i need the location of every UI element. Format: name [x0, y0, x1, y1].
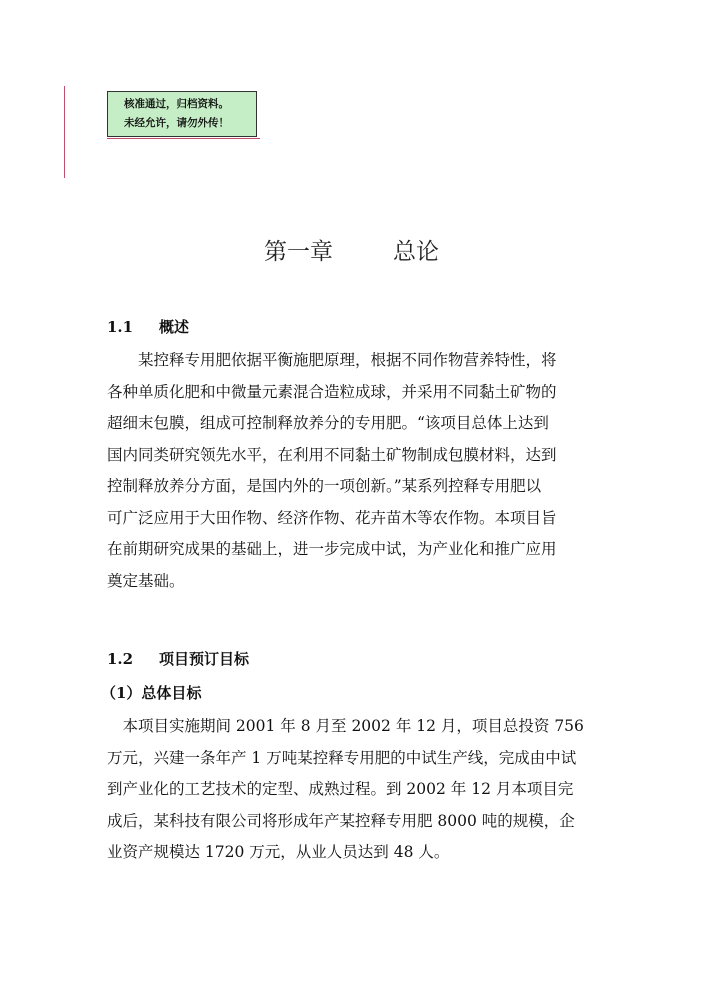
paragraph-line: 国内同类研究领先水平，在利用不同黏土矿物制成包膜材料，达到	[107, 445, 557, 464]
paragraph-line: 成后，某科技有限公司将形成年产某控释专用肥 8000 吨的规模，企	[107, 811, 575, 830]
paragraph-line: 万元，兴建一条年产 1 万吨某控释专用肥的中试生产线，完成由中试	[107, 748, 577, 767]
section-number: 1.1	[107, 318, 134, 336]
paragraph-line: 奠定基础。	[107, 571, 185, 590]
paragraph-line: 到产业化的工艺技术的定型、成熟过程。到 2002 年 12 月本项目完	[107, 780, 574, 798]
subsection-title: （1）总体目标	[101, 684, 202, 702]
notice-underline	[107, 138, 260, 139]
paragraph-line: 在前期研究成果的基础上，进一步完成中试，为产业化和推广应用	[107, 540, 557, 558]
paragraph-line: 各种单质化肥和中微量元素混合造粒成球，并采用不同黏土矿物的	[107, 382, 557, 401]
subsection-paragraph	[107, 711, 597, 869]
approval-notice-stamp	[107, 91, 257, 137]
margin-line	[64, 86, 65, 178]
chapter-label: 第一章	[264, 239, 333, 265]
notice-line-1: 核准通过，归档资料。	[124, 98, 229, 110]
section-1-1-paragraph	[107, 345, 597, 597]
section-title: 概述	[159, 318, 190, 336]
paragraph-line: 某控释专用肥依据平衡施肥原理，根据不同作物营养特性，将	[107, 351, 557, 369]
chapter-name: 总论	[393, 239, 439, 265]
section-title: 项目预订目标	[159, 650, 250, 668]
section-heading-1-2	[107, 648, 249, 669]
paragraph-line: 本项目实施期间 2001 年 8 月至 2002 年 12 月，项目总投资 756	[107, 717, 584, 735]
section-number: 1.2	[107, 650, 134, 668]
paragraph-line: 业资产规模达 1720 万元，从业人员达到 48 人。	[107, 843, 450, 861]
notice-line-2: 未经允许，请勿外传！	[124, 117, 229, 129]
paragraph-line: 可广泛应用于大田作物、经济作物、花卉苗木等农作物。本项目旨	[107, 508, 557, 527]
subsection-heading	[101, 682, 201, 703]
paragraph-line: 控制释放养分方面，是国内外的一项创新。”某系列控释专用肥以	[107, 477, 542, 495]
paragraph-line: 超细末包膜，组成可控制释放养分的专用肥。“该项目总体上达到	[107, 414, 549, 432]
chapter-title	[0, 233, 703, 266]
section-heading-1-1	[107, 316, 189, 337]
